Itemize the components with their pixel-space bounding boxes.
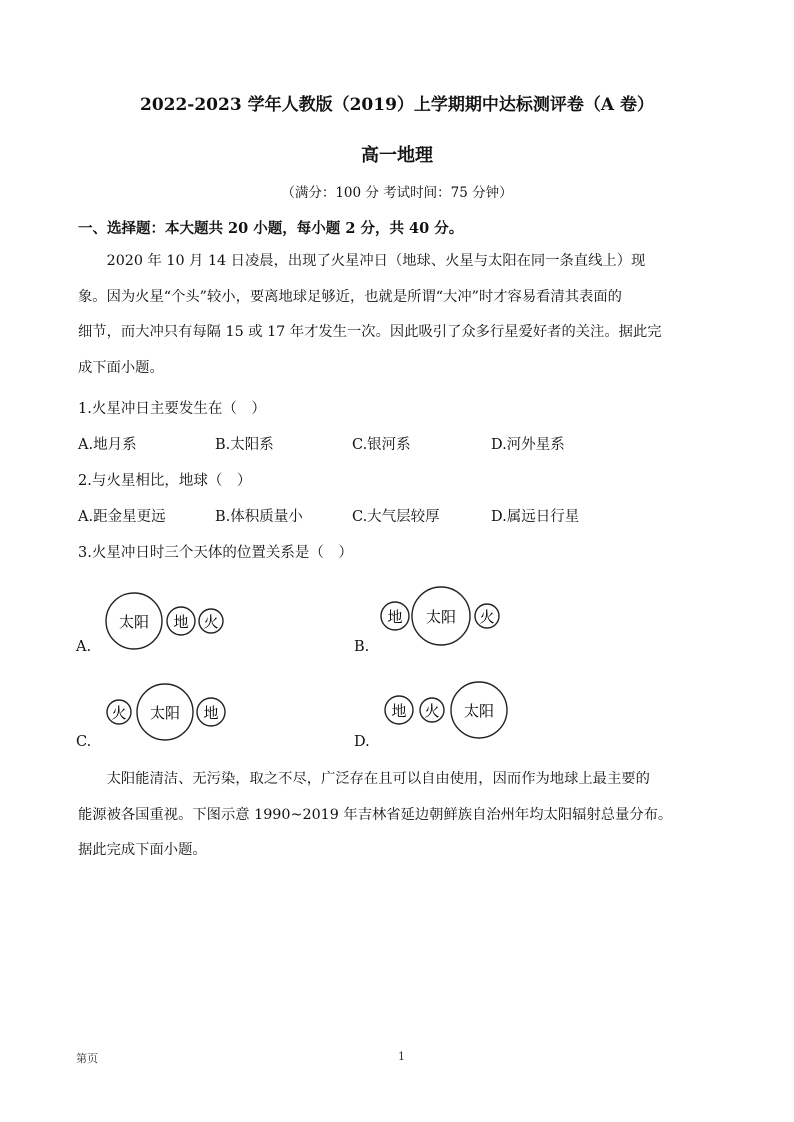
footer-page-number: 1 [398, 1050, 405, 1063]
subject-title: 高一地理 [361, 145, 433, 166]
q2-option-a[interactable]: A.距金星更远 [78, 509, 166, 525]
q3-option-b-diagram[interactable] [375, 584, 515, 656]
sun-label: 太阳 [425, 608, 457, 626]
q3-option-a-label[interactable]: A. [76, 639, 92, 655]
mars-label: 火 [479, 608, 495, 626]
mars-label: 火 [424, 702, 440, 720]
passage-solar-energy [78, 762, 718, 869]
q3-option-a-diagram[interactable] [100, 588, 240, 660]
passage-line: 成下面小题。 [78, 359, 164, 376]
passage-line: 太阳能清洁、无污染，取之不尽，广泛存在且可以自由使用，因而作为地球上最主要的 [78, 771, 650, 787]
q2-option-b[interactable]: B.体积质量小 [215, 509, 303, 525]
q3-option-c-label[interactable]: C. [76, 734, 92, 750]
passage-line: 细节，而大冲只有每隔 15 或 17 年才发生一次。因此吸引了众多行星爱好者的关注。据此完 [78, 324, 662, 340]
question-2-stem: 2.与火星相比，地球（ ） [78, 473, 252, 489]
q1-option-d[interactable]: D.河外星系 [491, 437, 565, 453]
mars-label: 火 [203, 613, 219, 631]
q3-option-d-diagram[interactable] [375, 676, 515, 748]
q1-option-c[interactable]: C.银河系 [352, 437, 411, 453]
passage-line: 据此完成下面小题。 [78, 842, 207, 858]
q3-option-c-diagram[interactable] [100, 678, 240, 750]
exam-title: 2022-2023 学年人教版（2019）上学期期中达标测评卷（A 卷） [139, 95, 655, 115]
passage-line: 2020 年 10 月 14 日凌晨，出现了火星冲日（地球、火星与太阳在同一条直线上）现 [78, 253, 646, 269]
q3-option-d-label[interactable]: D. [354, 734, 370, 750]
section-heading: 一、选择题：本大题共 20 小题，每小题 2 分，共 40 分。 [78, 220, 464, 237]
earth-label: 地 [203, 704, 219, 722]
q3-option-b-label[interactable]: B. [354, 639, 370, 655]
q1-option-a[interactable]: A.地月系 [78, 437, 137, 453]
sun-label: 太阳 [118, 613, 150, 631]
question-3-stem: 3.火星冲日时三个天体的位置关系是（ ） [78, 545, 353, 561]
earth-label: 地 [391, 702, 407, 720]
earth-label: 地 [387, 608, 403, 626]
earth-label: 地 [173, 613, 189, 631]
question-1-stem: 1.火星冲日主要发生在（ ） [78, 401, 266, 417]
mars-label: 火 [111, 704, 127, 722]
sun-label: 太阳 [149, 704, 181, 722]
exam-meta: （满分：100 分 考试时间：75 分钟） [281, 185, 513, 201]
q1-option-b[interactable]: B.太阳系 [215, 437, 274, 453]
q2-option-c[interactable]: C.大气层较厚 [352, 509, 440, 525]
passage-mars-opposition [78, 244, 718, 386]
sun-label: 太阳 [463, 702, 495, 720]
q2-option-d[interactable]: D.属远日行星 [491, 509, 580, 525]
footer-page-label: 第页 [76, 1052, 98, 1065]
passage-line: 象。因为火星“个头”较小，要离地球足够近，也就是所谓“大冲”时才容易看清其表面的 [78, 288, 622, 305]
passage-line: 能源被各国重视。下图示意 1990~2019 年吉林省延边朝鲜族自治州年均太阳辐射总量分布。 [78, 806, 673, 823]
